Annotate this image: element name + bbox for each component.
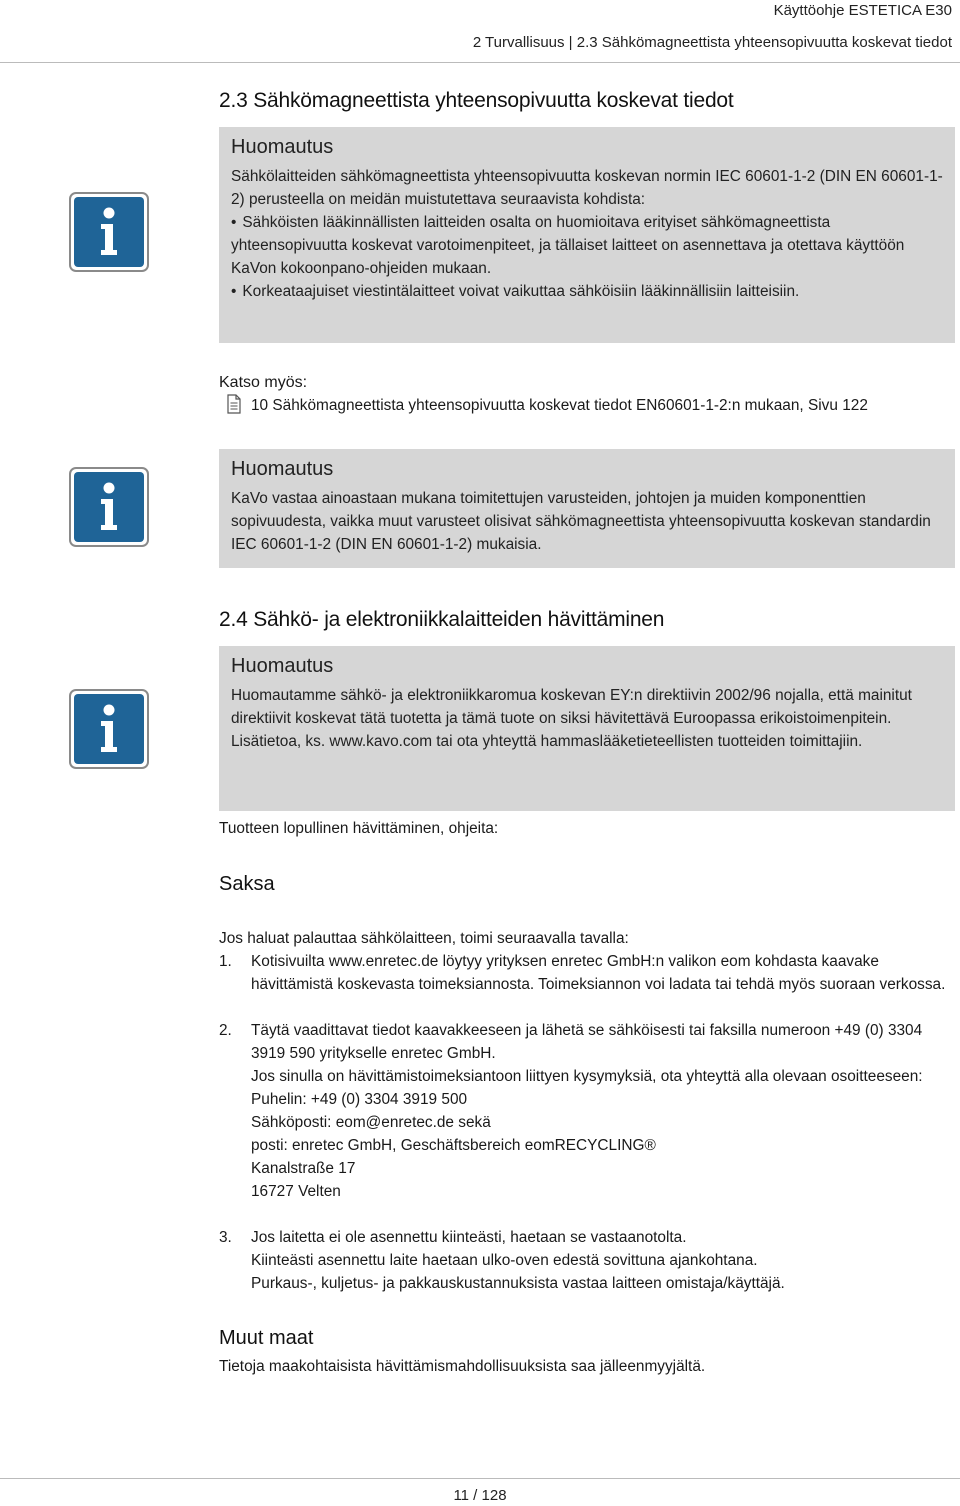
info-icon <box>68 466 150 548</box>
note-intro: Sähkölaitteiden sähkömagneettista yhteensopivuutta koskevan normin IEC 60601-1-2 (DIN EN 60601-1-2) perusteella on meidän muistutettava seuraavista kohdista: <box>231 168 943 208</box>
info-icon <box>68 688 150 770</box>
breadcrumb: 2 Turvallisuus | 2.3 Sähkömagneettista yhteensopivuutta koskevat tiedot <box>472 34 952 51</box>
step-line: Purkaus-, kuljetus- ja pakkauskustannuksista vastaa laitteen omistaja/käyttäjä. <box>251 1275 785 1292</box>
step-text <box>251 1226 955 1295</box>
document-icon <box>226 394 242 414</box>
step-line: Täytä vaadittavat tiedot kaavakkeeseen ja lähetä se sähköisesti tai faksilla numeroon +49 (0) 3304 3919 590 yritykselle enretec GmbH. <box>251 1022 923 1062</box>
step-line: Kotisivuilta www.enretec.de löytyy yrityksen enretec GmbH:n valikon eom kohdasta kaavake hävittämistä koskevasta toimeksiannosta. Toimeksiannon voi ladata tai tehdä myös suoraan verkossa. <box>251 953 946 993</box>
note-heading: Huomautus <box>231 458 334 480</box>
step-text <box>251 950 955 996</box>
germany-heading: Saksa <box>219 873 275 895</box>
see-also-label: Katso myös: <box>219 374 308 391</box>
footer-divider <box>0 1478 960 1479</box>
section-title-2-4: 2.4 Sähkö- ja elektroniikkalaitteiden hävittäminen <box>219 608 665 631</box>
other-countries-heading: Muut maat <box>219 1327 314 1349</box>
info-icon <box>68 191 150 273</box>
step-line: posti: enretec GmbH, Geschäftsbereich eomRECYCLING® <box>251 1137 656 1154</box>
note-text: Lisätietoa, ks. www.kavo.com tai ota yhteyttä hammaslääketieteellisten tuotteiden toimittajiin. <box>231 733 863 750</box>
header-divider <box>0 62 960 63</box>
note-text: KaVo vastaa ainoastaan mukana toimitettujen varusteiden, johtojen ja muiden komponenttien sopivuudesta, vaikka muut varusteet olisivat sähkömagneettista yhteensopivuutta koskevan standardin IEC 60601-1-2 (DIN EN 60601-1-2) mukaisia. <box>231 490 931 553</box>
step-number: 3. <box>219 1229 232 1246</box>
step-number: 2. <box>219 1022 232 1039</box>
step-line: Puhelin: +49 (0) 3304 3919 500 <box>251 1091 468 1108</box>
section-title-2-3: 2.3 Sähkömagneettista yhteensopivuutta koskevat tiedot <box>219 89 734 112</box>
step-line: Jos sinulla on hävittämistoimeksiantoon liittyen kysymyksiä, ota yhteyttä alla olevaan osoitteeseen: <box>251 1068 923 1085</box>
note-heading: Huomautus <box>231 136 334 158</box>
note-box-kavo <box>219 449 955 568</box>
step-line: Kanalstraße 17 <box>251 1160 356 1177</box>
see-also-link[interactable]: 10 Sähkömagneettista yhteensopivuutta koskevat tiedot EN60601-1-2:n mukaan, Sivu 122 <box>251 397 868 414</box>
other-countries-text: Tietoja maakohtaisista hävittämismahdollisuuksista saa jälleenmyyjältä. <box>219 1358 706 1375</box>
note-box-emc <box>219 127 955 343</box>
note-heading: Huomautus <box>231 655 334 677</box>
note-bullet: • Sähköisten lääkinnällisten laitteiden osalta on huomioitava erityiset sähkömagneettista yhteensopivuutta koskevat varotoimenpiteet, ja tällaiset laitteet on asennettava ja otettava käyttöön KaVon kokoonpano-ohjeiden mukaan. <box>231 211 947 280</box>
note-text: Huomautamme sähkö- ja elektroniikkaromua koskevan EY:n direktiivin 2002/96 nojalla, että mainitut direktiivit koskevat tätä tuotetta ja tämä tuote on siksi hävitettävä Euroopassa erikoistoimenpitein. <box>231 687 912 727</box>
step-number: 1. <box>219 953 232 970</box>
step-text <box>251 1019 955 1203</box>
note-box-weee <box>219 646 955 811</box>
germany-intro: Jos haluat palauttaa sähkölaitteen, toimi seuraavalla tavalla: <box>219 930 629 947</box>
final-disposal-text: Tuotteen lopullinen hävittäminen, ohjeita: <box>219 820 499 837</box>
step-line: Sähköposti: eom@enretec.de sekä <box>251 1114 491 1131</box>
step-line: 16727 Velten <box>251 1183 341 1200</box>
step-line: Kiinteästi asennettu laite haetaan ulko-oven edestä sovittuna ajankohtana. <box>251 1252 758 1269</box>
page-number: 11 / 128 <box>453 1487 507 1504</box>
manual-title: Käyttöohje ESTETICA E30 <box>773 2 952 19</box>
step-line: Jos laitetta ei ole asennettu kiinteästi, haetaan se vastaanotolta. <box>251 1229 687 1246</box>
note-bullet: • Korkeataajuiset viestintälaitteet voivat vaikuttaa sähköisiin lääkinnällisiin laitteisiin. <box>231 280 947 303</box>
